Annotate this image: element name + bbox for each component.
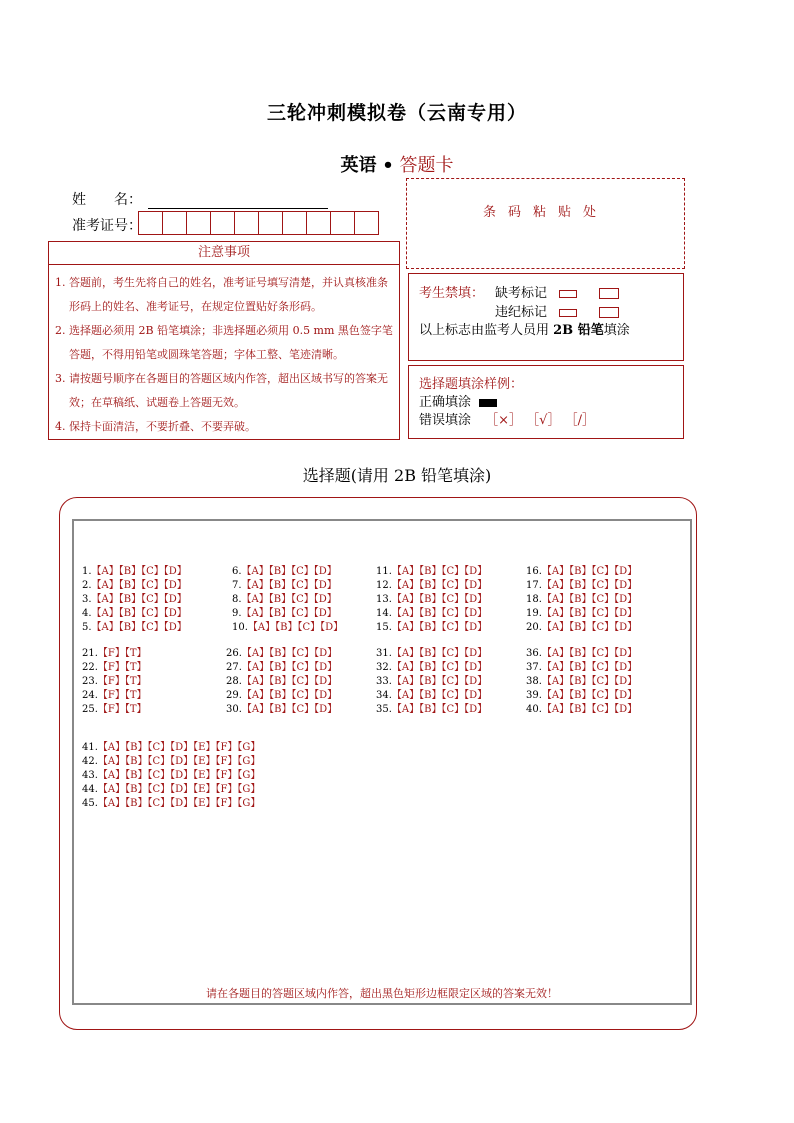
page-title: 三轮冲刺模拟卷（云南专用） [266,102,527,124]
answer-options[interactable]: 【A】【B】【C】【D】 [391,704,488,715]
notice-item: 3. 请按题号顺序在各题目的答题区域内作答，超出区域书写的答案无效；在草稿纸、试题卷上答题无效。 [55,372,388,409]
answer-options[interactable]: 【A】【B】【C】【D】 [391,608,488,619]
question-number: 40. [526,704,542,715]
absent-row [495,282,619,301]
answer-options[interactable]: 【A】【B】【C】【D】 [391,662,488,673]
answer-options[interactable]: 【A】【B】【C】【D】 [541,608,638,619]
question-row[interactable] [376,604,487,619]
barcode-label: 条码粘贴处 [482,205,608,220]
answer-options[interactable]: 【A】【B】【C】【D】【E】【F】【G】 [97,784,261,795]
question-number: 37. [526,662,542,673]
question-number: 30. [226,704,242,715]
question-number: 12. [376,580,392,591]
name-field[interactable] [148,194,328,209]
answer-options[interactable]: 【A】【B】【C】【D】 [91,608,187,619]
answer-options[interactable]: 【A】【B】【C】【D】 [391,648,488,659]
question-row[interactable] [232,618,343,633]
question-number: 28. [226,676,242,687]
answer-options[interactable]: 【A】【B】【C】【D】 [241,676,338,687]
answer-options[interactable]: 【A】【B】【C】【D】 [241,608,337,619]
question-number: 34. [376,690,392,701]
question-number: 19. [526,608,542,619]
question-number: 18. [526,594,542,605]
question-number: 15. [376,622,392,633]
answer-options[interactable]: 【A】【B】【C】【D】 [241,580,337,591]
question-row[interactable] [376,658,487,673]
answer-options[interactable]: 【F】【T】 [97,662,147,673]
answer-options[interactable]: 【A】【B】【C】【D】 [241,662,338,673]
question-row[interactable] [82,686,147,701]
question-row[interactable] [526,576,637,591]
question-row[interactable] [226,644,337,659]
subject-label: 英语 [340,155,377,176]
violation-mark-small[interactable] [559,309,577,317]
question-row[interactable] [526,562,637,577]
question-number: 20. [526,622,542,633]
answer-options[interactable]: 【A】【B】【C】【D】 [241,704,338,715]
sample-label: 选择题填涂样例： [419,377,524,392]
question-number: 16. [526,566,542,577]
question-row[interactable] [82,644,147,659]
wrong-row [419,409,595,428]
question-row[interactable] [82,752,260,767]
forbidden-box [408,273,684,361]
question-number: 44. [82,784,98,795]
question-row[interactable] [82,766,260,781]
answer-options[interactable]: 【A】【B】【C】【D】 [91,566,187,577]
question-number: 42. [82,756,98,767]
answer-options[interactable]: 【A】【B】【C】【D】 [91,622,187,633]
wrong-marks: ［×］ ［√］ ［/］ [485,413,595,428]
answer-options[interactable]: 【A】【B】【C】【D】 [391,690,488,701]
question-row[interactable] [526,672,637,687]
question-row[interactable] [526,658,637,673]
question-number: 2. [82,580,92,591]
question-number: 13. [376,594,392,605]
question-row[interactable] [376,644,487,659]
answer-options[interactable]: 【A】【B】【C】【D】 [91,594,187,605]
answer-options[interactable]: 【F】【T】 [97,676,147,687]
question-number: 6. [232,566,242,577]
question-row[interactable] [226,686,337,701]
question-number: 17. [526,580,542,591]
forbidden-note: 以上标志由监考人员用 2B 铅笔填涂 [419,323,630,338]
id-digit-box[interactable] [162,211,187,235]
question-row[interactable] [226,700,337,715]
question-number: 45. [82,798,98,809]
question-row[interactable] [82,658,147,673]
question-number: 43. [82,770,98,781]
answer-options[interactable]: 【A】【B】【C】【D】【E】【F】【G】 [97,798,261,809]
answer-options[interactable]: 【A】【B】【C】【D】 [391,580,488,591]
filled-mark [479,399,497,407]
question-number: 27. [226,662,242,673]
question-number: 26. [226,648,242,659]
question-row[interactable] [376,686,487,701]
page-subtitle [0,151,794,177]
answer-options[interactable]: 【F】【T】 [97,704,147,715]
question-number: 10. [232,622,248,633]
question-row[interactable] [82,604,187,619]
barcode-area [406,178,685,269]
question-number: 11. [376,566,392,577]
question-number: 7. [232,580,242,591]
question-number: 32. [376,662,392,673]
question-number: 38. [526,676,542,687]
exam-id-boxes[interactable] [138,211,378,235]
answer-options[interactable]: 【A】【B】【C】【D】【E】【F】【G】 [97,770,261,781]
question-number: 8. [232,594,242,605]
fill-sample-box [408,365,684,439]
answer-options[interactable]: 【A】【B】【C】【D】 [541,704,638,715]
answer-options[interactable]: 【A】【B】【C】【D】 [391,566,488,577]
question-row[interactable] [82,738,260,753]
answer-options[interactable]: 【A】【B】【C】【D】 [541,690,638,701]
question-number: 22. [82,662,98,673]
answer-options[interactable]: 【A】【B】【C】【D】【E】【F】【G】 [97,742,261,753]
question-row[interactable] [82,700,147,715]
question-number: 4. [82,608,92,619]
answer-options[interactable]: 【A】【B】【C】【D】 [541,662,638,673]
question-row[interactable] [376,700,487,715]
question-row[interactable] [232,590,337,605]
question-row[interactable] [232,576,337,591]
question-row[interactable] [526,590,637,605]
subtitle-dot: • [382,155,394,176]
question-number: 9. [232,608,242,619]
question-number: 21. [82,648,98,659]
question-row[interactable] [526,604,637,619]
answer-options[interactable]: 【A】【B】【C】【D】 [391,622,488,633]
violation-mark-box[interactable] [599,307,619,318]
id-digit-box[interactable] [282,211,307,235]
question-row[interactable] [226,658,337,673]
question-number: 3. [82,594,92,605]
question-row[interactable] [376,590,487,605]
answer-options[interactable]: 【A】【B】【C】【D】 [391,676,488,687]
notice-item: 4. 保持卡面清洁，不要折叠、不要弄破。 [55,420,256,433]
id-digit-box[interactable] [234,211,259,235]
question-row[interactable] [376,618,487,633]
id-digit-box[interactable] [258,211,283,235]
id-digit-box[interactable] [354,211,379,235]
question-number: 14. [376,608,392,619]
name-label: 姓 名： [72,192,142,208]
answer-options[interactable]: 【A】【B】【C】【D】 [241,566,337,577]
answer-options[interactable]: 【A】【B】【C】【D】 [541,648,638,659]
question-row[interactable] [526,686,637,701]
question-row[interactable] [226,672,337,687]
notice-box [48,241,400,440]
question-row[interactable] [376,562,487,577]
question-number: 33. [376,676,392,687]
violation-row [495,301,619,320]
answer-options[interactable]: 【A】【B】【C】【D】 [241,690,338,701]
answer-options[interactable]: 【A】【B】【C】【D】 [541,676,638,687]
question-row[interactable] [82,576,187,591]
question-number: 36. [526,648,542,659]
question-row[interactable] [232,604,337,619]
section-title: 选择题(请用 2B 铅笔填涂) [302,466,492,485]
notice-list [49,265,399,439]
id-digit-box[interactable] [330,211,355,235]
notice-item: 1. 答题前，考生先将自己的姓名，准考证号填写清楚，并认真核准条形码上的姓名、准考证号，在规定位置贴好条形码。 [55,276,388,313]
question-row[interactable] [526,644,637,659]
question-number: 23. [82,676,98,687]
answer-options[interactable]: 【A】【B】【C】【D】 [541,566,638,577]
card-label: 答题卡 [399,155,454,176]
answer-options[interactable]: 【A】【B】【C】【D】 [241,648,338,659]
exam-id-label: 准考证号： [72,218,142,234]
question-number: 31. [376,648,392,659]
question-row[interactable] [376,672,487,687]
question-row[interactable] [82,590,187,605]
question-row[interactable] [376,576,487,591]
answer-options[interactable]: 【A】【B】【C】【D】 [91,580,187,591]
question-number: 39. [526,690,542,701]
correct-label: 正确填涂 [419,395,472,410]
question-row[interactable] [526,700,637,715]
answer-options[interactable]: 【F】【T】 [97,648,147,659]
answer-options[interactable]: 【A】【B】【C】【D】 [247,622,344,633]
wrong-label: 错误填涂 [419,413,472,428]
question-row[interactable] [82,618,187,633]
answer-options[interactable]: 【A】【B】【C】【D】 [541,594,638,605]
question-number: 35. [376,704,392,715]
id-digit-box[interactable] [210,211,235,235]
question-number: 41. [82,742,98,753]
answer-options[interactable]: 【A】【B】【C】【D】 [541,622,638,633]
question-row[interactable] [82,794,260,809]
id-digit-box[interactable] [138,211,163,235]
question-row[interactable] [82,780,260,795]
question-number: 1. [82,566,92,577]
absent-label: 缺考标记 [495,286,548,301]
forbidden-label: 考生禁填： [419,286,485,301]
answer-options[interactable]: 【A】【B】【C】【D】【E】【F】【G】 [97,756,261,767]
answer-options[interactable]: 【A】【B】【C】【D】 [541,580,638,591]
absent-mark-box[interactable] [599,288,619,299]
question-row[interactable] [82,672,147,687]
name-row [72,189,328,209]
answer-options[interactable]: 【A】【B】【C】【D】 [391,594,488,605]
footer-warning: 请在各题目的答题区域内作答，超出黑色矩形边框限定区域的答案无效！ [206,987,558,1000]
question-number: 25. [82,704,98,715]
question-row[interactable] [82,562,187,577]
correct-row [419,391,497,410]
id-digit-box[interactable] [186,211,211,235]
question-row[interactable] [526,618,637,633]
question-number: 5. [82,622,92,633]
answer-options[interactable]: 【A】【B】【C】【D】 [241,594,337,605]
question-number: 29. [226,690,242,701]
answer-options[interactable]: 【F】【T】 [97,690,147,701]
notice-heading: 注意事项 [49,242,399,265]
id-digit-box[interactable] [306,211,331,235]
notice-item: 2. 选择题必须用 2B 铅笔填涂；非选择题必须用 0.5 mm 黑色签字笔答题，不得用铅笔或圆珠笔答题；字体工整、笔迹清晰。 [55,324,393,361]
question-row[interactable] [232,562,337,577]
absent-mark-small[interactable] [559,290,577,298]
question-number: 24. [82,690,98,701]
violation-label: 违纪标记 [495,305,548,320]
